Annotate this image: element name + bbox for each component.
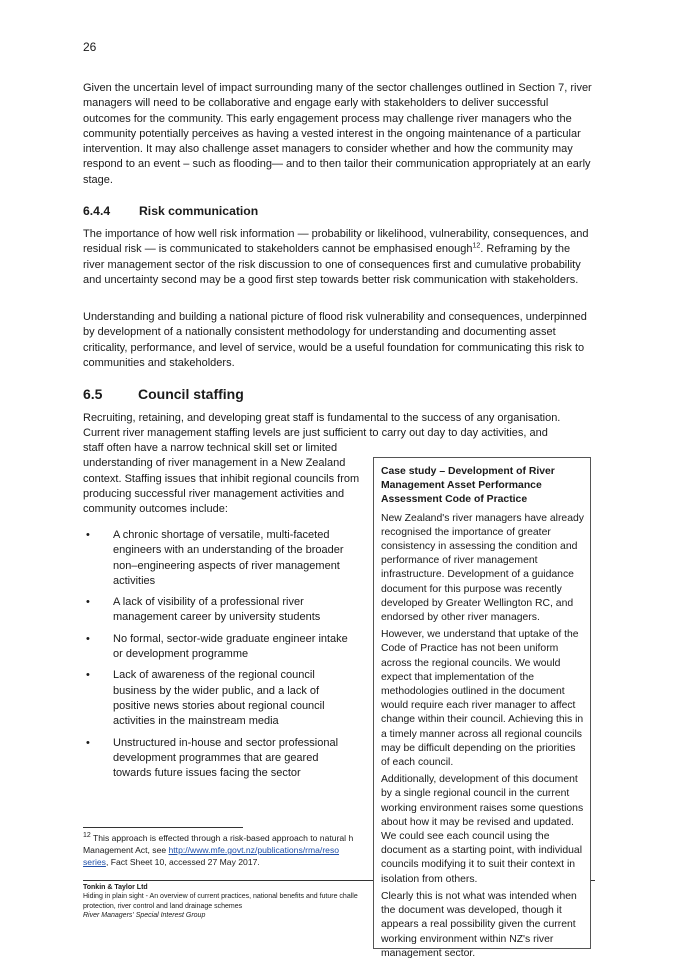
case-study-paragraph: New Zealand's river managers have already recognised the importance of greater consistency in assessing the condition and performance of river management infrastructure. Development of a guidance document for this purpose was recently developed by Greater Wellington RC, and endorsed by other river managers. bbox=[381, 512, 584, 624]
list-item-text: No formal, sector-wide graduate engineer intake or development programme bbox=[113, 632, 348, 661]
footnote-link-continued[interactable]: series bbox=[83, 857, 106, 867]
section-title: Risk communication bbox=[139, 204, 259, 218]
footnote-line bbox=[83, 832, 373, 844]
page-footer bbox=[83, 883, 373, 921]
section-heading-risk-communication bbox=[83, 204, 258, 218]
footer-report-title: Hiding in plain sight - An overview of current practices, national benefits and future challe bbox=[83, 893, 358, 901]
risk-communication-paragraph-1 bbox=[83, 227, 593, 288]
footnote-line bbox=[83, 856, 373, 868]
footnote-divider bbox=[83, 827, 243, 828]
case-study-box bbox=[373, 457, 591, 959]
list-item bbox=[83, 632, 358, 663]
footnote-number: 12 bbox=[83, 832, 91, 840]
footnote-text: This approach is effected through a risk-based approach to natural h bbox=[93, 833, 354, 843]
list-item-text: Unstructured in-house and sector professional development programmes that are geared towards future issues facing the sector bbox=[113, 736, 339, 780]
case-study-paragraph: Clearly this is not what was intended when the document was developed, though it appears a real possibility given the current working environment within NZ's river management sector. bbox=[381, 890, 577, 959]
bullet-marker: • bbox=[86, 632, 90, 645]
list-item bbox=[83, 528, 358, 589]
list-item bbox=[83, 595, 358, 626]
footer-company: Tonkin & Taylor Ltd bbox=[83, 884, 148, 891]
paragraph-text: . Reframing by the river management sector of the risk discussion to one of consequences first and cumulative probability and uncertainty second may be a good first step towards better risk communication with stakeholders. bbox=[83, 243, 581, 286]
footnote-reference: 12 bbox=[472, 242, 481, 250]
page-number: 26 bbox=[83, 40, 97, 54]
section-heading-council-staffing bbox=[83, 386, 244, 402]
footnote bbox=[83, 832, 373, 868]
bullet-marker: • bbox=[86, 596, 90, 609]
footnote-link[interactable]: http://www.mfe.govt.nz/publications/rma/reso bbox=[168, 845, 340, 855]
council-staffing-paragraph-narrow: staff often have a narrow technical skill set or limited understanding of river management in a New Zealand context. Staffing issues that inhibit regional councils from producing successful river management activities and community outcomes include: bbox=[83, 442, 360, 516]
section-number: 6.4.4 bbox=[83, 204, 111, 218]
section-number: 6.5 bbox=[83, 386, 103, 402]
footer-client: River Managers' Special Interest Group bbox=[83, 912, 206, 920]
bullet-marker: • bbox=[86, 736, 90, 749]
intro-paragraph: Given the uncertain level of impact surrounding many of the sector challenges outlined in Section 7, river managers will need to be collaborative and engage early with stakeholders to deliver successful outcomes for the community. This early engagement process may challenge river managers who the community potentially perceives as having a vested interest in the ongoing maintenance of a particular intervention. It may also challenge asset managers to consider whether and how the community may respond to an event – such as flooding— and to then tailor their communication appropriately at an early stage. bbox=[83, 82, 592, 186]
council-staffing-paragraph-full: Recruiting, retaining, and developing great staff is fundamental to the success of any organisation. Current river management staffing levels are just sufficient to carry out day to day activities, and bbox=[83, 412, 561, 440]
list-item-text: A chronic shortage of versatile, multi-faceted engineers with an understanding of the broader non–engineering aspects of river management activities bbox=[113, 529, 344, 587]
case-study-title: Case study – Development of River Management Asset Performance Assessment Code of Practice bbox=[381, 466, 555, 506]
staffing-issues-list bbox=[83, 528, 358, 787]
footnote-text: Management Act, see bbox=[83, 845, 169, 855]
list-item-text: Lack of awareness of the regional council business by the wider public, and a lack of positive news stories about regional council activities in the mainstream media bbox=[113, 669, 325, 728]
risk-communication-paragraph-2: Understanding and building a national picture of flood risk vulnerability and consequences, underpinned by development of a nationally consistent methodology for understanding and documenting asset criticality, performance, and level of service, would be a useful foundation for communicating this risk to communities and stakeholders. bbox=[83, 311, 587, 369]
section-title: Council staffing bbox=[138, 386, 244, 402]
footnote-line bbox=[83, 844, 373, 856]
footnote-text: , Fact Sheet 10, accessed 27 May 2017. bbox=[105, 857, 260, 867]
paragraph-text: The importance of how well risk information — probability or likelihood, vulnerability, consequences, and residual risk — is communicated to stakeholders cannot be emphasised enough bbox=[83, 228, 589, 256]
footer-report-title-continued: protection, river control and land drainage schemes bbox=[83, 902, 243, 910]
case-study-paragraph: However, we understand that uptake of the Code of Practice has not been uniform across the regional councils. We would expect that implementation of the methodologies outlined in the document would require each river manager to affect change within their council. Achieving this in a timely manner across all regional councils may be difficult depending on the priorities of each council. bbox=[381, 629, 584, 769]
bullet-marker: • bbox=[86, 669, 90, 682]
list-item-text: A lack of visibility of a professional river management career by university students bbox=[113, 596, 321, 624]
list-item bbox=[83, 736, 358, 782]
bullet-marker: • bbox=[86, 529, 90, 541]
case-study-paragraph: Additionally, development of this document by a single regional council in the current working environment raises some questions about how it may be revised and updated. We could see each council using the document as a starting point, with individual councils modifying it to suit their context in isolation from others. bbox=[381, 774, 584, 885]
list-item bbox=[83, 668, 358, 729]
